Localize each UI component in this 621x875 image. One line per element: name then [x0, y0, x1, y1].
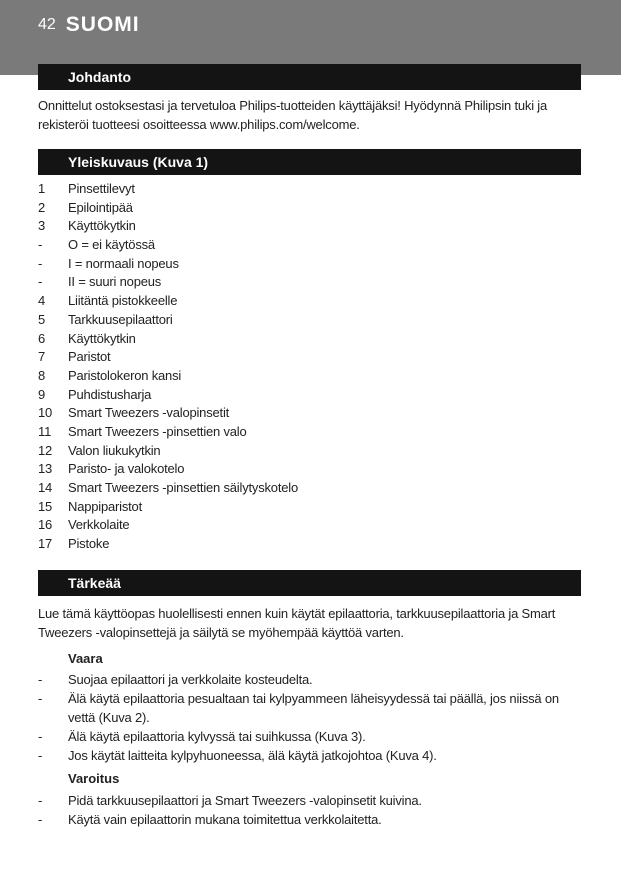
danger-heading: Vaara — [68, 651, 103, 666]
list-item-text: I = normaali nopeus — [68, 255, 179, 271]
list-item — [38, 442, 298, 461]
list-item-text: Nappiparistot — [68, 498, 142, 514]
list-item — [38, 460, 298, 479]
bullet-item — [38, 791, 583, 810]
list-item-text: Paristot — [68, 349, 111, 365]
list-item — [38, 404, 298, 423]
list-item-marker: 2 — [38, 199, 46, 215]
list-item — [38, 479, 298, 498]
list-item-marker: 16 — [38, 517, 53, 533]
list-item-marker: 9 — [38, 386, 46, 402]
list-item-text: Käyttökytkin — [68, 330, 136, 346]
bullet-dash: - — [38, 812, 43, 827]
list-item — [38, 311, 298, 330]
list-item-text: Liitäntä pistokkeelle — [68, 293, 178, 309]
list-item — [38, 180, 298, 199]
intro-paragraph: Onnittelut ostoksestasi ja tervetuloa Philips-tuotteiden käyttäjäksi! Hyödynnä Philipsin tuki ja rekisteröi tuotteesi osoitteessa www.philips.com/welcome. — [38, 98, 548, 132]
section-heading-overview: Yleiskuvaus (Kuva 1) — [38, 149, 581, 175]
warning-heading: Varoitus — [68, 771, 120, 786]
list-item-marker: 5 — [38, 311, 46, 327]
list-item — [38, 199, 298, 218]
bullet-text: Pidä tarkkuusepilaattori ja Smart Tweezers -valopinsetit kuivina. — [68, 793, 422, 808]
list-item — [38, 516, 298, 535]
list-item-marker: - — [38, 274, 43, 290]
list-item-marker: 6 — [38, 330, 46, 346]
list-item — [38, 423, 298, 442]
list-item-marker: - — [38, 237, 43, 253]
list-item-marker: 17 — [38, 536, 53, 552]
section-heading-intro: Johdanto — [38, 64, 581, 90]
list-item-text: Paristo- ja valokotelo — [68, 461, 185, 477]
important-paragraph: Lue tämä käyttöopas huolellisesti ennen kuin käytät epilaattoria, tarkkuusepilaattoria ja Smart Tweezers -valopinsettejä ja säilytä se myöhempää käyttöä varten. — [38, 606, 556, 640]
bullet-text: Älä käytä epilaattoria kylvyssä tai suihkussa (Kuva 3). — [68, 729, 366, 744]
section-heading-important: Tärkeää — [38, 570, 581, 596]
list-item-text: Tarkkuusepilaattori — [68, 311, 173, 327]
list-item — [38, 217, 298, 236]
overview-list — [38, 180, 298, 554]
danger-list — [38, 670, 583, 765]
list-item-marker: 7 — [38, 349, 46, 365]
list-item-marker: 13 — [38, 461, 53, 477]
bullet-text: Jos käytät laitteita kylpyhuoneessa, älä käytä jatkojohtoa (Kuva 4). — [68, 748, 437, 763]
language-title: SUOMI — [65, 12, 140, 36]
list-item-text: Pinsettilevyt — [68, 181, 135, 196]
page-header — [0, 0, 621, 49]
bullet-dash: - — [38, 672, 43, 687]
bullet-dash: - — [38, 729, 43, 744]
list-item-marker: 1 — [38, 181, 46, 196]
list-item-text: Verkkolaite — [68, 517, 130, 533]
list-item — [38, 255, 298, 274]
list-item-text: Paristolokeron kansi — [68, 367, 182, 383]
list-item — [38, 292, 298, 311]
list-item — [38, 236, 298, 255]
list-item-marker: 11 — [38, 423, 52, 439]
bullet-item — [38, 746, 583, 765]
bullet-item — [38, 670, 583, 689]
list-item-text: O = ei käytössä — [68, 237, 155, 253]
bullet-text: Käytä vain epilaattorin mukana toimitettua verkkolaitetta. — [68, 812, 382, 827]
list-item-text: Valon liukukytkin — [68, 442, 161, 458]
page-number: 42 — [38, 15, 56, 33]
list-item-marker: 3 — [38, 218, 46, 234]
bullet-text: Suojaa epilaattori ja verkkolaite kosteudelta. — [68, 672, 313, 687]
list-item — [38, 330, 298, 349]
list-item-marker: 12 — [38, 442, 53, 458]
list-item — [38, 367, 298, 386]
list-item — [38, 498, 298, 517]
list-item — [38, 273, 298, 292]
bullet-dash: - — [38, 793, 43, 808]
list-item-text: Smart Tweezers -pinsettien säilytyskotelo — [68, 480, 298, 495]
list-item-text: Käyttökytkin — [68, 218, 136, 234]
list-item-marker: 8 — [38, 367, 46, 383]
list-item-text: Puhdistusharja — [68, 386, 152, 402]
list-item-marker: 14 — [38, 480, 53, 495]
bullet-text: Älä käytä epilaattoria pesualtaan tai kylpyammeen läheisyydessä tai päällä, jos niissä on vettä (Kuva 2). — [68, 691, 559, 725]
bullet-dash: - — [38, 748, 43, 763]
list-item-marker: 4 — [38, 293, 46, 309]
bullet-item — [38, 727, 583, 746]
list-item — [38, 535, 298, 554]
list-item-marker: 15 — [38, 498, 53, 514]
list-item-text: Pistoke — [68, 536, 110, 552]
list-item-text: Epilointipää — [68, 199, 133, 215]
bullet-dash: - — [38, 691, 43, 706]
list-item-text: Smart Tweezers -pinsettien valo — [68, 423, 247, 439]
list-item — [38, 348, 298, 367]
warning-list — [38, 791, 583, 829]
list-item-marker: 10 — [38, 405, 53, 421]
list-item-text: II = suuri nopeus — [68, 274, 162, 290]
list-item-text: Smart Tweezers -valopinsetit — [68, 405, 230, 421]
list-item-marker: - — [38, 255, 43, 271]
bullet-item — [38, 810, 583, 829]
bullet-item — [38, 689, 583, 727]
list-item — [38, 386, 298, 405]
